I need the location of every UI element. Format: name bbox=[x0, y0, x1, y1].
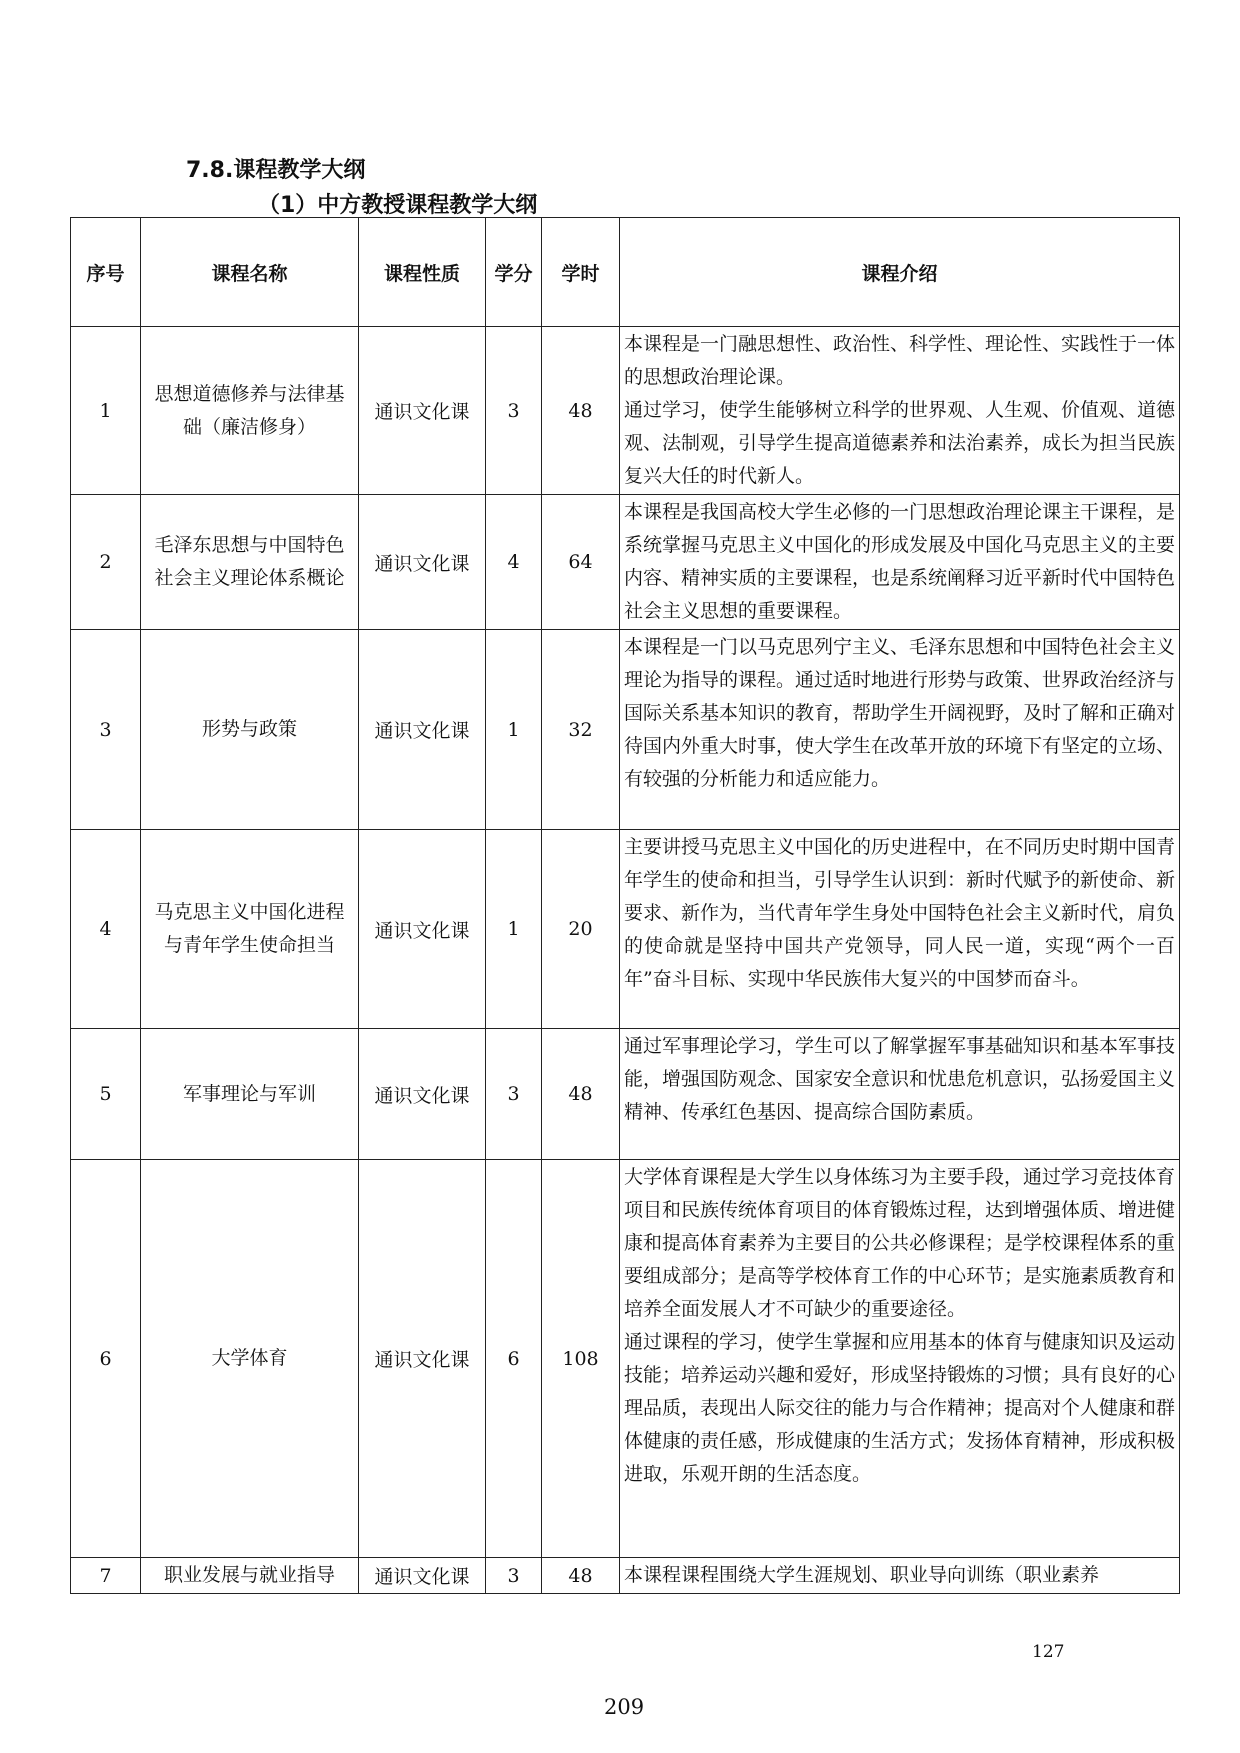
course-credit: 6 bbox=[486, 1160, 542, 1558]
course-no: 3 bbox=[71, 630, 141, 830]
course-hours: 48 bbox=[542, 327, 620, 495]
course-credit: 1 bbox=[486, 630, 542, 830]
header-type: 课程性质 bbox=[359, 218, 486, 327]
course-intro: 主要讲授马克思主义中国化的历史进程中，在不同历史时期中国青年学生的使命和担当，引导学生认识到：新时代赋予的新使命、新要求、新作为，当代青年学生身处中国特色社会主义新时代，肩负的使命就是坚持中国共产党领导，同人民一道，实现“两个一百年”奋斗目标、实现中华民族伟大复兴的中国梦而奋斗。 bbox=[620, 830, 1180, 1029]
course-no: 4 bbox=[71, 830, 141, 1029]
course-type: 通识文化课 bbox=[359, 1029, 486, 1160]
course-name: 形势与政策 bbox=[141, 630, 359, 830]
course-type: 通识文化课 bbox=[359, 1558, 486, 1594]
course-intro: 通过军事理论学习，学生可以了解掌握军事基础知识和基本军事技能，增强国防观念、国家安全意识和忧患危机意识，弘扬爱国主义精神、传承红色基因、提高综合国防素质。 bbox=[620, 1029, 1180, 1160]
course-name: 毛泽东思想与中国特色社会主义理论体系概论 bbox=[141, 495, 359, 630]
course-name: 军事理论与军训 bbox=[141, 1029, 359, 1160]
header-credit: 学分 bbox=[486, 218, 542, 327]
course-syllabus-table bbox=[70, 217, 1180, 1594]
table-row bbox=[71, 830, 1180, 1029]
course-intro: 本课程是一门以马克思列宁主义、毛泽东思想和中国特色社会主义理论为指导的课程。通过适时地进行形势与政策、世界政治经济与国际关系基本知识的教育，帮助学生开阔视野，及时了解和正确对待国内外重大时事，使大学生在改革开放的环境下有坚定的立场、有较强的分析能力和适应能力。 bbox=[620, 630, 1180, 830]
header-hours: 学时 bbox=[542, 218, 620, 327]
course-credit: 3 bbox=[486, 327, 542, 495]
table-row bbox=[71, 1029, 1180, 1160]
course-no: 5 bbox=[71, 1029, 141, 1160]
header-name: 课程名称 bbox=[141, 218, 359, 327]
course-name: 职业发展与就业指导 bbox=[141, 1558, 359, 1594]
course-name: 马克思主义中国化进程与青年学生使命担当 bbox=[141, 830, 359, 1029]
course-hours: 48 bbox=[542, 1029, 620, 1160]
course-intro: 本课程是一门融思想性、政治性、科学性、理论性、实践性于一体的思想政治理论课。 通过学习，使学生能够树立科学的世界观、人生观、价值观、道德观、法制观，引导学生提高道德素养和法治素养，成长为担当民族复兴大任的时代新人。 bbox=[620, 327, 1180, 495]
subsection-title: （1）中方教授课程教学大纲 bbox=[258, 193, 538, 218]
table-row bbox=[71, 630, 1180, 830]
course-credit: 1 bbox=[486, 830, 542, 1029]
course-no: 6 bbox=[71, 1160, 141, 1558]
page-number: 209 bbox=[604, 1695, 645, 1719]
table-row bbox=[71, 495, 1180, 630]
course-no: 1 bbox=[71, 327, 141, 495]
course-intro: 大学体育课程是大学生以身体练习为主要手段，通过学习竞技体育项目和民族传统体育项目的体育锻炼过程，达到增强体质、增进健康和提高体育素养为主要目的公共必修课程；是学校课程体系的重要组成部分；是高等学校体育工作的中心环节；是实施素质教育和培养全面发展人才不可缺少的重要途径。 通过课程的学习，使学生掌握和应用基本的体育与健康知识及运动技能；培养运动兴趣和爱好，形成坚持锻炼的习惯；具有良好的心理品质，表现出人际交往的能力与合作精神；提高对个人健康和群体健康的责任感，形成健康的生活方式；发扬体育精神，形成积极进取，乐观开朗的生活态度。 bbox=[620, 1160, 1180, 1558]
course-credit: 4 bbox=[486, 495, 542, 630]
course-hours: 32 bbox=[542, 630, 620, 830]
course-credit: 3 bbox=[486, 1558, 542, 1594]
table-header-row bbox=[71, 218, 1180, 327]
course-type: 通识文化课 bbox=[359, 1160, 486, 1558]
course-hours: 108 bbox=[542, 1160, 620, 1558]
course-intro: 本课程课程围绕大学生涯规划、职业导向训练（职业素养 bbox=[620, 1558, 1180, 1594]
table-row bbox=[71, 327, 1180, 495]
course-intro: 本课程是我国高校大学生必修的一门思想政治理论课主干课程，是系统掌握马克思主义中国化的形成发展及中国化马克思主义的主要内容、精神实质的主要课程，也是系统阐释习近平新时代中国特色社会主义思想的重要课程。 bbox=[620, 495, 1180, 630]
section-title: 7.8.课程教学大纲 bbox=[186, 158, 366, 183]
course-type: 通识文化课 bbox=[359, 327, 486, 495]
course-no: 7 bbox=[71, 1558, 141, 1594]
course-type: 通识文化课 bbox=[359, 630, 486, 830]
course-hours: 48 bbox=[542, 1558, 620, 1594]
header-no: 序号 bbox=[71, 218, 141, 327]
course-type: 通识文化课 bbox=[359, 830, 486, 1029]
inner-page-number: 127 bbox=[1032, 1642, 1065, 1662]
course-name: 思想道德修养与法律基础（廉洁修身） bbox=[141, 327, 359, 495]
course-hours: 64 bbox=[542, 495, 620, 630]
course-hours: 20 bbox=[542, 830, 620, 1029]
course-no: 2 bbox=[71, 495, 141, 630]
table-row bbox=[71, 1160, 1180, 1558]
table-row bbox=[71, 1558, 1180, 1594]
course-type: 通识文化课 bbox=[359, 495, 486, 630]
header-intro: 课程介绍 bbox=[620, 218, 1180, 327]
course-name: 大学体育 bbox=[141, 1160, 359, 1558]
course-credit: 3 bbox=[486, 1029, 542, 1160]
